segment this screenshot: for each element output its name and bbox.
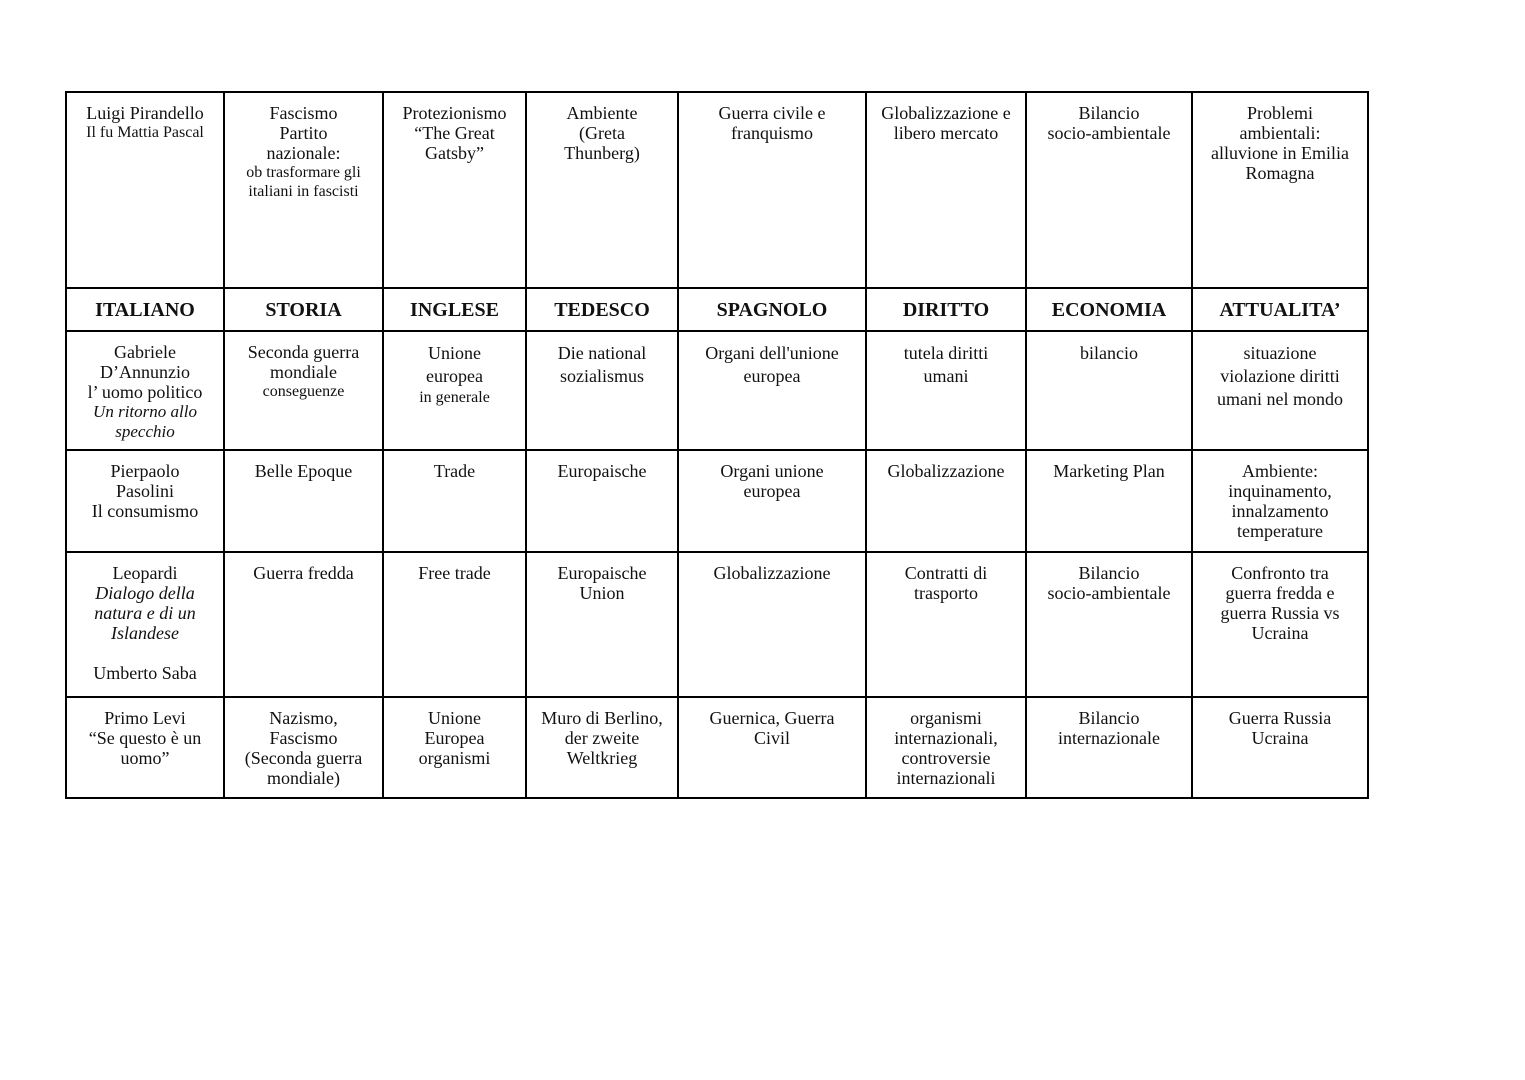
cell-line: Globalizzazione e	[881, 103, 1011, 123]
cell-line: conseguenze	[262, 383, 345, 400]
cell-line: inquinamento,	[1228, 481, 1332, 501]
cell-line: (Greta	[579, 123, 625, 143]
cell-line: Contratti di	[904, 563, 988, 583]
cell-line: Un ritorno allo	[93, 402, 197, 421]
cell-line: Europea	[424, 728, 485, 748]
cell-tedesco	[526, 92, 678, 288]
cell-spagnolo	[678, 92, 866, 288]
cell-italiano	[66, 450, 224, 552]
cell-storia	[224, 331, 383, 450]
cell-line: guerra Russia vs	[1220, 603, 1340, 623]
cell-tedesco	[526, 331, 678, 450]
cell-line: europea	[743, 366, 801, 386]
cell-economia	[1026, 450, 1192, 552]
subjects-table	[65, 91, 1369, 799]
table-row	[66, 92, 1368, 288]
cell-line: ambientali:	[1239, 123, 1321, 143]
cell-line: situazione	[1243, 343, 1317, 363]
cell-line: Partito	[279, 123, 328, 143]
cell-italiano	[66, 552, 224, 697]
cell-line: Belle Epoque	[254, 461, 353, 481]
cell-line: Europaische	[557, 461, 647, 481]
cell-spagnolo	[678, 450, 866, 552]
cell-line: bilancio	[1080, 343, 1138, 363]
cell-line: specchio	[115, 422, 175, 441]
cell-line: internazionali,	[894, 728, 998, 748]
cell-inglese	[383, 552, 526, 697]
cell-line: uomo”	[120, 748, 170, 768]
subject-diritto: DIRITTO	[866, 288, 1026, 331]
cell-attualita	[1192, 552, 1368, 697]
cell-line: Nazismo,	[269, 708, 338, 728]
cell-line: alluvione in Emilia	[1211, 143, 1349, 163]
cell-diritto	[866, 697, 1026, 798]
cell-inglese	[383, 697, 526, 798]
cell-line: “Se questo è un	[88, 728, 202, 748]
cell-storia	[224, 552, 383, 697]
cell-line: organismi	[910, 708, 982, 728]
cell-line: socio-ambientale	[1047, 583, 1171, 603]
cell-line: Dialogo della	[95, 583, 195, 603]
cell-line: Guerra fredda	[253, 563, 354, 583]
cell-line: umani	[923, 366, 969, 386]
cell-line: Pierpaolo	[110, 461, 180, 481]
table-row	[66, 552, 1368, 697]
cell-spagnolo	[678, 331, 866, 450]
cell-line: (Seconda guerra	[244, 748, 363, 768]
cell-line: violazione diritti	[1220, 366, 1340, 386]
cell-line: Bilancio	[1078, 563, 1140, 583]
cell-inglese	[383, 92, 526, 288]
cell-storia	[224, 697, 383, 798]
cell-line: guerra fredda e	[1225, 583, 1335, 603]
cell-line: Bilancio	[1078, 103, 1140, 123]
cell-diritto	[866, 331, 1026, 450]
cell-line: Romagna	[1245, 163, 1315, 183]
cell-economia	[1026, 697, 1192, 798]
cell-line: Confronto tra	[1231, 563, 1329, 583]
cell-line: Gatsby”	[425, 143, 484, 163]
cell-line: Ucraina	[1251, 728, 1309, 748]
cell-line: mondiale	[270, 362, 337, 382]
cell-line: D’Annunzio	[100, 362, 190, 382]
cell-line: sozialismus	[560, 366, 644, 386]
table-row	[66, 331, 1368, 450]
cell-line: Organi unione	[720, 461, 824, 481]
cell-tedesco	[526, 552, 678, 697]
cell-line: Globalizzazione	[713, 563, 831, 583]
cell-line: socio-ambientale	[1047, 123, 1171, 143]
cell-storia	[224, 92, 383, 288]
cell-italiano	[66, 92, 224, 288]
cell-tedesco	[526, 697, 678, 798]
cell-inglese	[383, 331, 526, 450]
cell-line: Fascismo	[269, 103, 338, 123]
cell-tedesco	[526, 450, 678, 552]
cell-line: franquismo	[731, 123, 813, 143]
cell-line: Protezionismo	[402, 103, 507, 123]
cell-spagnolo	[678, 552, 866, 697]
cell-line: Il fu Mattia Pascal	[86, 124, 204, 141]
cell-line: Ambiente	[566, 103, 638, 123]
subject-economia: ECONOMIA	[1026, 288, 1192, 331]
cell-line: Il consumismo	[91, 501, 199, 521]
cell-line: Marketing Plan	[1053, 461, 1165, 481]
subject-tedesco: TEDESCO	[526, 288, 678, 331]
table-row	[66, 450, 1368, 552]
subject-storia: STORIA	[224, 288, 383, 331]
cell-line: umani nel mondo	[1217, 389, 1343, 409]
subject-inglese: INGLESE	[383, 288, 526, 331]
cell-line: Unione	[428, 708, 481, 728]
cell-line: Europaische	[557, 563, 647, 583]
cell-line: Ucraina	[1251, 623, 1309, 643]
cell-line: europea	[426, 366, 483, 386]
cell-attualita	[1192, 92, 1368, 288]
cell-line: Organi dell'unione	[705, 343, 839, 363]
cell-italiano	[66, 331, 224, 450]
cell-line: Guerra Russia	[1228, 708, 1332, 728]
cell-line: Leopardi	[112, 563, 178, 583]
cell-line: Thunberg)	[564, 143, 640, 163]
cell-line: Primo Levi	[104, 708, 186, 728]
cell-line: der zweite	[564, 728, 640, 748]
spacer	[73, 643, 217, 663]
cell-line: Bilancio	[1078, 708, 1140, 728]
cell-line: natura e di un	[94, 603, 196, 623]
cell-line: europea	[743, 481, 801, 501]
cell-line: internazionale	[1058, 728, 1160, 748]
cell-line: temperature	[1237, 521, 1323, 541]
cell-line: in generale	[419, 389, 490, 406]
cell-line: tutela diritti	[903, 343, 989, 363]
cell-line: mondiale)	[267, 768, 340, 788]
subject-attualita: ATTUALITA’	[1192, 288, 1368, 331]
cell-line: “The Great	[414, 123, 495, 143]
cell-line: internazionali	[896, 768, 996, 788]
cell-line: controversie	[901, 748, 991, 768]
cell-line: Trade	[433, 461, 476, 481]
cell-attualita	[1192, 697, 1368, 798]
cell-line: Weltkrieg	[566, 748, 638, 768]
cell-line: Unione	[428, 343, 481, 363]
cell-line: Globalizzazione	[887, 461, 1005, 481]
cell-line: Guerra civile e	[718, 103, 826, 123]
cell-line: l’ uomo politico	[87, 382, 203, 402]
cell-line: nazionale:	[266, 143, 341, 163]
cell-attualita	[1192, 450, 1368, 552]
cell-line: Ambiente:	[1242, 461, 1318, 481]
cell-line: italiani in fascisti	[248, 183, 359, 200]
subject-header-row	[66, 288, 1368, 331]
cell-line: Luigi Pirandello	[86, 103, 204, 123]
cell-line: Umberto Saba	[93, 663, 197, 683]
cell-line: Pasolini	[115, 481, 174, 501]
cell-line: Civil	[753, 728, 790, 748]
cell-diritto	[866, 450, 1026, 552]
cell-attualita	[1192, 331, 1368, 450]
cell-spagnolo	[678, 697, 866, 798]
table-row	[66, 697, 1368, 798]
cell-line: ob trasformare gli	[246, 164, 361, 181]
cell-line: innalzamento	[1231, 501, 1329, 521]
cell-inglese	[383, 450, 526, 552]
cell-line: Fascismo	[269, 728, 338, 748]
cell-line: Problemi	[1247, 103, 1313, 123]
cell-line: Union	[579, 583, 625, 603]
subject-spagnolo: SPAGNOLO	[678, 288, 866, 331]
cell-line: Gabriele	[114, 342, 176, 362]
cell-line: libero mercato	[893, 123, 999, 143]
cell-economia	[1026, 92, 1192, 288]
cell-line: Seconda guerra	[247, 342, 360, 362]
cell-line: organismi	[418, 748, 491, 768]
cell-storia	[224, 450, 383, 552]
cell-economia	[1026, 552, 1192, 697]
cell-diritto	[866, 92, 1026, 288]
cell-line: Muro di Berlino,	[541, 708, 663, 728]
cell-line: Islandese	[111, 623, 179, 643]
cell-line: trasporto	[914, 583, 978, 603]
cell-italiano	[66, 697, 224, 798]
cell-economia	[1026, 331, 1192, 450]
subject-italiano: ITALIANO	[66, 288, 224, 331]
cell-line: Free trade	[418, 563, 491, 583]
cell-line: Die national	[557, 343, 647, 363]
cell-line: Guernica, Guerra	[709, 708, 835, 728]
cell-diritto	[866, 552, 1026, 697]
